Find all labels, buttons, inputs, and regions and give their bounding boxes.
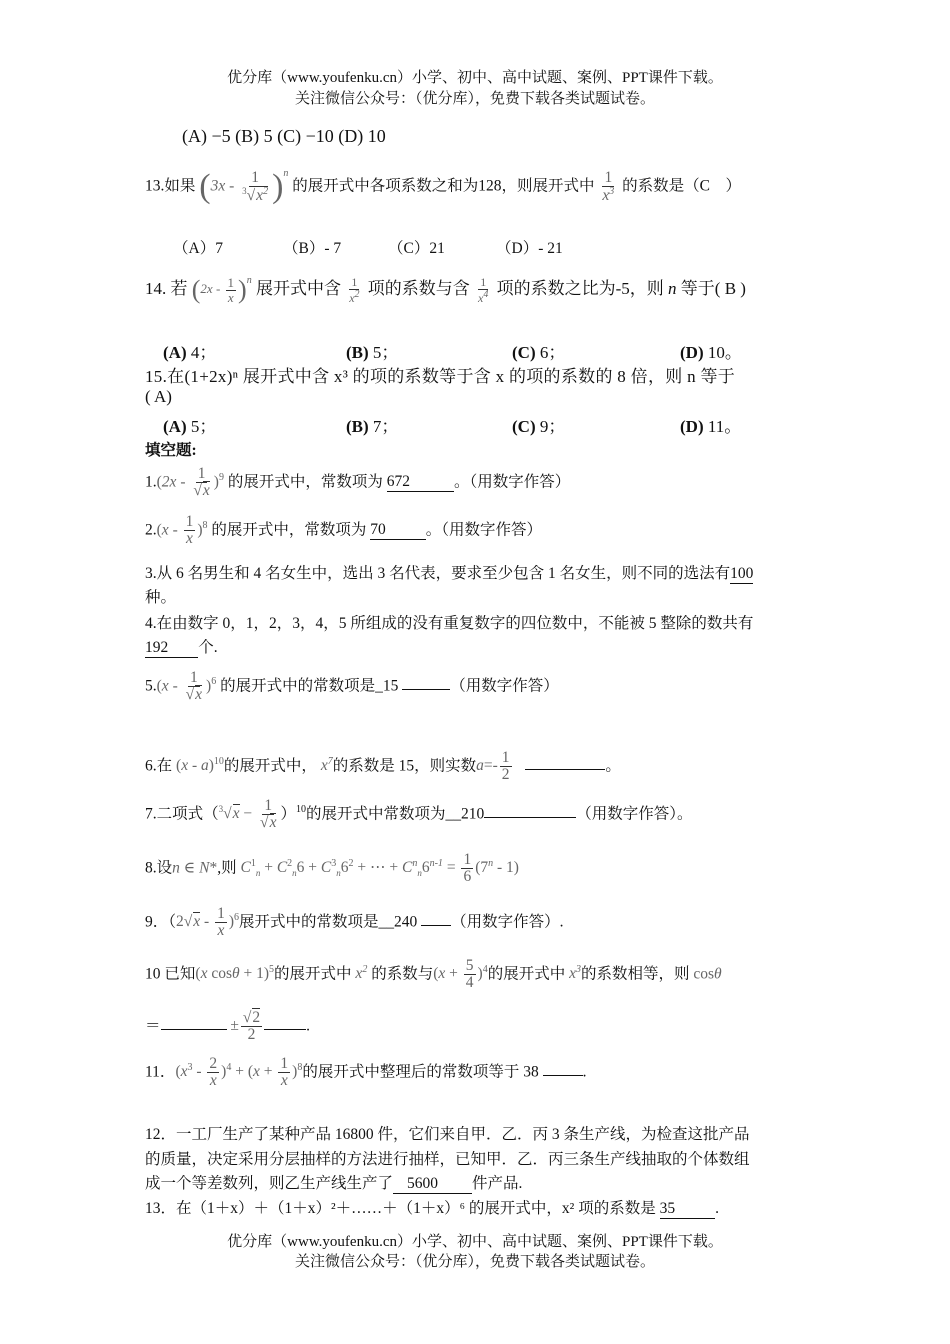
q14-n: n: [668, 279, 677, 298]
q13-expression: (3x - $\frac{1}{^3√x^2}$ )$^n$: [199, 168, 289, 205]
q14-expression: (2x - $\frac{1}{x}$ )$^n$: [191, 274, 252, 305]
q14-option-d: (D) 10。: [680, 343, 742, 362]
q15-line-2: ( A): [145, 387, 172, 406]
q13-prefix: 13.如果: [145, 177, 196, 195]
q14-text-5: 等于( B ): [680, 279, 746, 298]
footer-line-1: 优分库（www.youfenku.cn）小学、初中、高中试题、案例、PPT课件下载。: [227, 1234, 723, 1250]
fill-12-line-1: 12．一工厂生产了某种产品 16800 件，它们来自甲．乙．丙 3 条生产线，为检查这批产品: [145, 1126, 750, 1143]
q13-text: 的展开式中各项系数之和为128，则展开式中: [292, 177, 595, 195]
fill-12-line-2: 的质量，决定采用分层抽样的方法进行抽样，已知甲．乙．丙三条生产线抽取的个体数组: [145, 1151, 750, 1168]
q13-option-b: （B）- 7: [283, 240, 342, 257]
q14-option-c: (C) 6；: [512, 343, 566, 362]
fill-4-line-2: 192 个.: [145, 639, 218, 656]
q13-option-a: （A）7: [173, 240, 223, 257]
q13-option-d: （D）- 21: [496, 240, 563, 257]
fill-section-title: 填空题:: [145, 442, 197, 459]
fill-9-answer: 240: [394, 913, 418, 931]
header-line-2: 关注微信公众号：（优分库），免费下载各类试题试卷。: [294, 91, 655, 107]
fill-1-answer: 672: [387, 473, 454, 492]
fill-10: 10 已知(x cosθ + 1)$^5$的展开式中 $x^2$ 的系数与(x + $\frac{5}{4}$ )$^4$的展开式中 $x^3$的系数相等，则 cosθ: [145, 957, 722, 992]
fill-13: 13．在（1＋x）＋（1＋x）²＋……＋（1＋x）⁶ 的展开式中，x² 项的系数是 35 .: [145, 1200, 719, 1217]
q14-text-3: 项的系数之比为-5，则: [496, 279, 664, 298]
q14-text-2: 项的系数与含: [367, 279, 470, 298]
fill-11: 11．($x^3$ - $\frac{2}{x}$ )$^4$ + (x + $\frac{1}{x}$ )$^8$的展开式中整理后的常数项等于 38 .: [145, 1055, 587, 1090]
fill-6: 6.在 (x - a)$^{10}$的展开式中， $x^7$的系数是 15，则实数a=- $\frac{1}{2}$ 。: [145, 749, 621, 784]
fill-3-line-1: 3.从 6 名男生和 4 名女生中，选出 3 名代表，要求至少包含 1 名女生，则不同的选法有100: [145, 565, 754, 582]
fill-4-answer: 192: [145, 639, 198, 658]
fill-3-line-2: 种。: [145, 589, 177, 606]
q15-option-b: (B) 7；: [346, 417, 399, 436]
fill-2-answer: 70: [370, 521, 426, 540]
fill-3-answer: 100: [730, 565, 754, 582]
fill-8-expression: $C^1_n + C^2_n6 + C^3_n6^2$ + ⋯ + $C^n_n6^{n-1}$ = $\frac{1}{6}$ (7$^n$ - 1): [240, 851, 519, 886]
q14-fraction-1: $\frac{1}{x^2}$: [349, 275, 360, 305]
fill-2: 2.(x - $\frac{1}{x}$ )$^8$ 的展开式中，常数项为 70 。（用数字作答）: [145, 513, 543, 548]
header-line-1: 优分库（www.youfenku.cn）小学、初中、高中试题、案例、PPT课件下载。: [227, 70, 723, 86]
footer-line-2: 关注微信公众号：（优分库），免费下载各类试题试卷。: [294, 1254, 655, 1270]
q14-prefix: 14. 若: [145, 279, 188, 298]
q13-option-c: （C）21: [388, 240, 445, 257]
fill-1: 1.(2x - $\frac{1}{√x}$ )$^9$ 的展开式中，常数项为 672 。（用数字作答）: [145, 465, 571, 500]
fill-5: 5.(x - $\frac{1}{√x}$ )$^6$ 的展开式中的常数项是_15 （用数字作答）: [145, 669, 559, 704]
fill-7-answer: 210: [460, 805, 485, 823]
q14-text-1: 展开式中含: [255, 279, 341, 298]
fill-12-line-3: 成一个等差数列，则乙生产线生产了 5600 件产品.: [145, 1175, 523, 1192]
fill-10-answer-line: ＝ ± $\frac{√2}{2}$ .: [145, 1009, 311, 1044]
q14-option-b: (B) 5；: [346, 343, 399, 362]
q14-fraction-2: $\frac{1}{x^4}$: [478, 275, 489, 305]
q15-line-1: 15.在(1+2x)ⁿ 展开式中含 x³ 的项的系数等于含 x 的项的系数的 8 倍，则 n 等于: [145, 367, 736, 386]
q13-term-fraction: $\frac{1}{x^3}$: [602, 168, 615, 205]
fill-9: 9．（2√x - $\frac{1}{x}$ )$^6$展开式中的常数项是__240 （用数字作答）.: [145, 905, 564, 940]
q13-tail: 的系数是（C ）: [622, 177, 742, 195]
fill-13-answer: 35: [660, 1200, 716, 1219]
q15-option-a: (A) 5；: [163, 417, 217, 436]
q14-option-a: (A) 4；: [163, 343, 217, 362]
q12-options: (A) −5 (B) 5 (C) −10 (D) 10: [182, 126, 386, 146]
q15-option-c: (C) 9；: [512, 417, 566, 436]
fill-7: 7.二项式（$^3$√x − $\frac{1}{√x}$ ）$^{10}$的展开式中常数项为__210 （用数字作答）。: [145, 797, 693, 832]
fill-8: 8.设n ∈ N*,则 $C^1_n + C^2_n6 + C^3_n6^2$ + ⋯ + $C^n_n6^{n-1}$ = $\frac{1}{6}$ (7$^n$ - 1): [145, 851, 519, 886]
fill-4-line-1: 4.在由数字 0，1，2，3，4，5 所组成的没有重复数字的四位数中，不能被 5 整除的数共有: [145, 615, 754, 632]
fill-11-answer: 38: [523, 1063, 539, 1081]
q15-option-d: (D) 11。: [680, 417, 742, 436]
fill-5-answer: 15: [382, 677, 399, 695]
question-14: [145, 274, 746, 305]
question-13: [145, 168, 741, 206]
fill-12-answer: 5600: [393, 1175, 472, 1194]
